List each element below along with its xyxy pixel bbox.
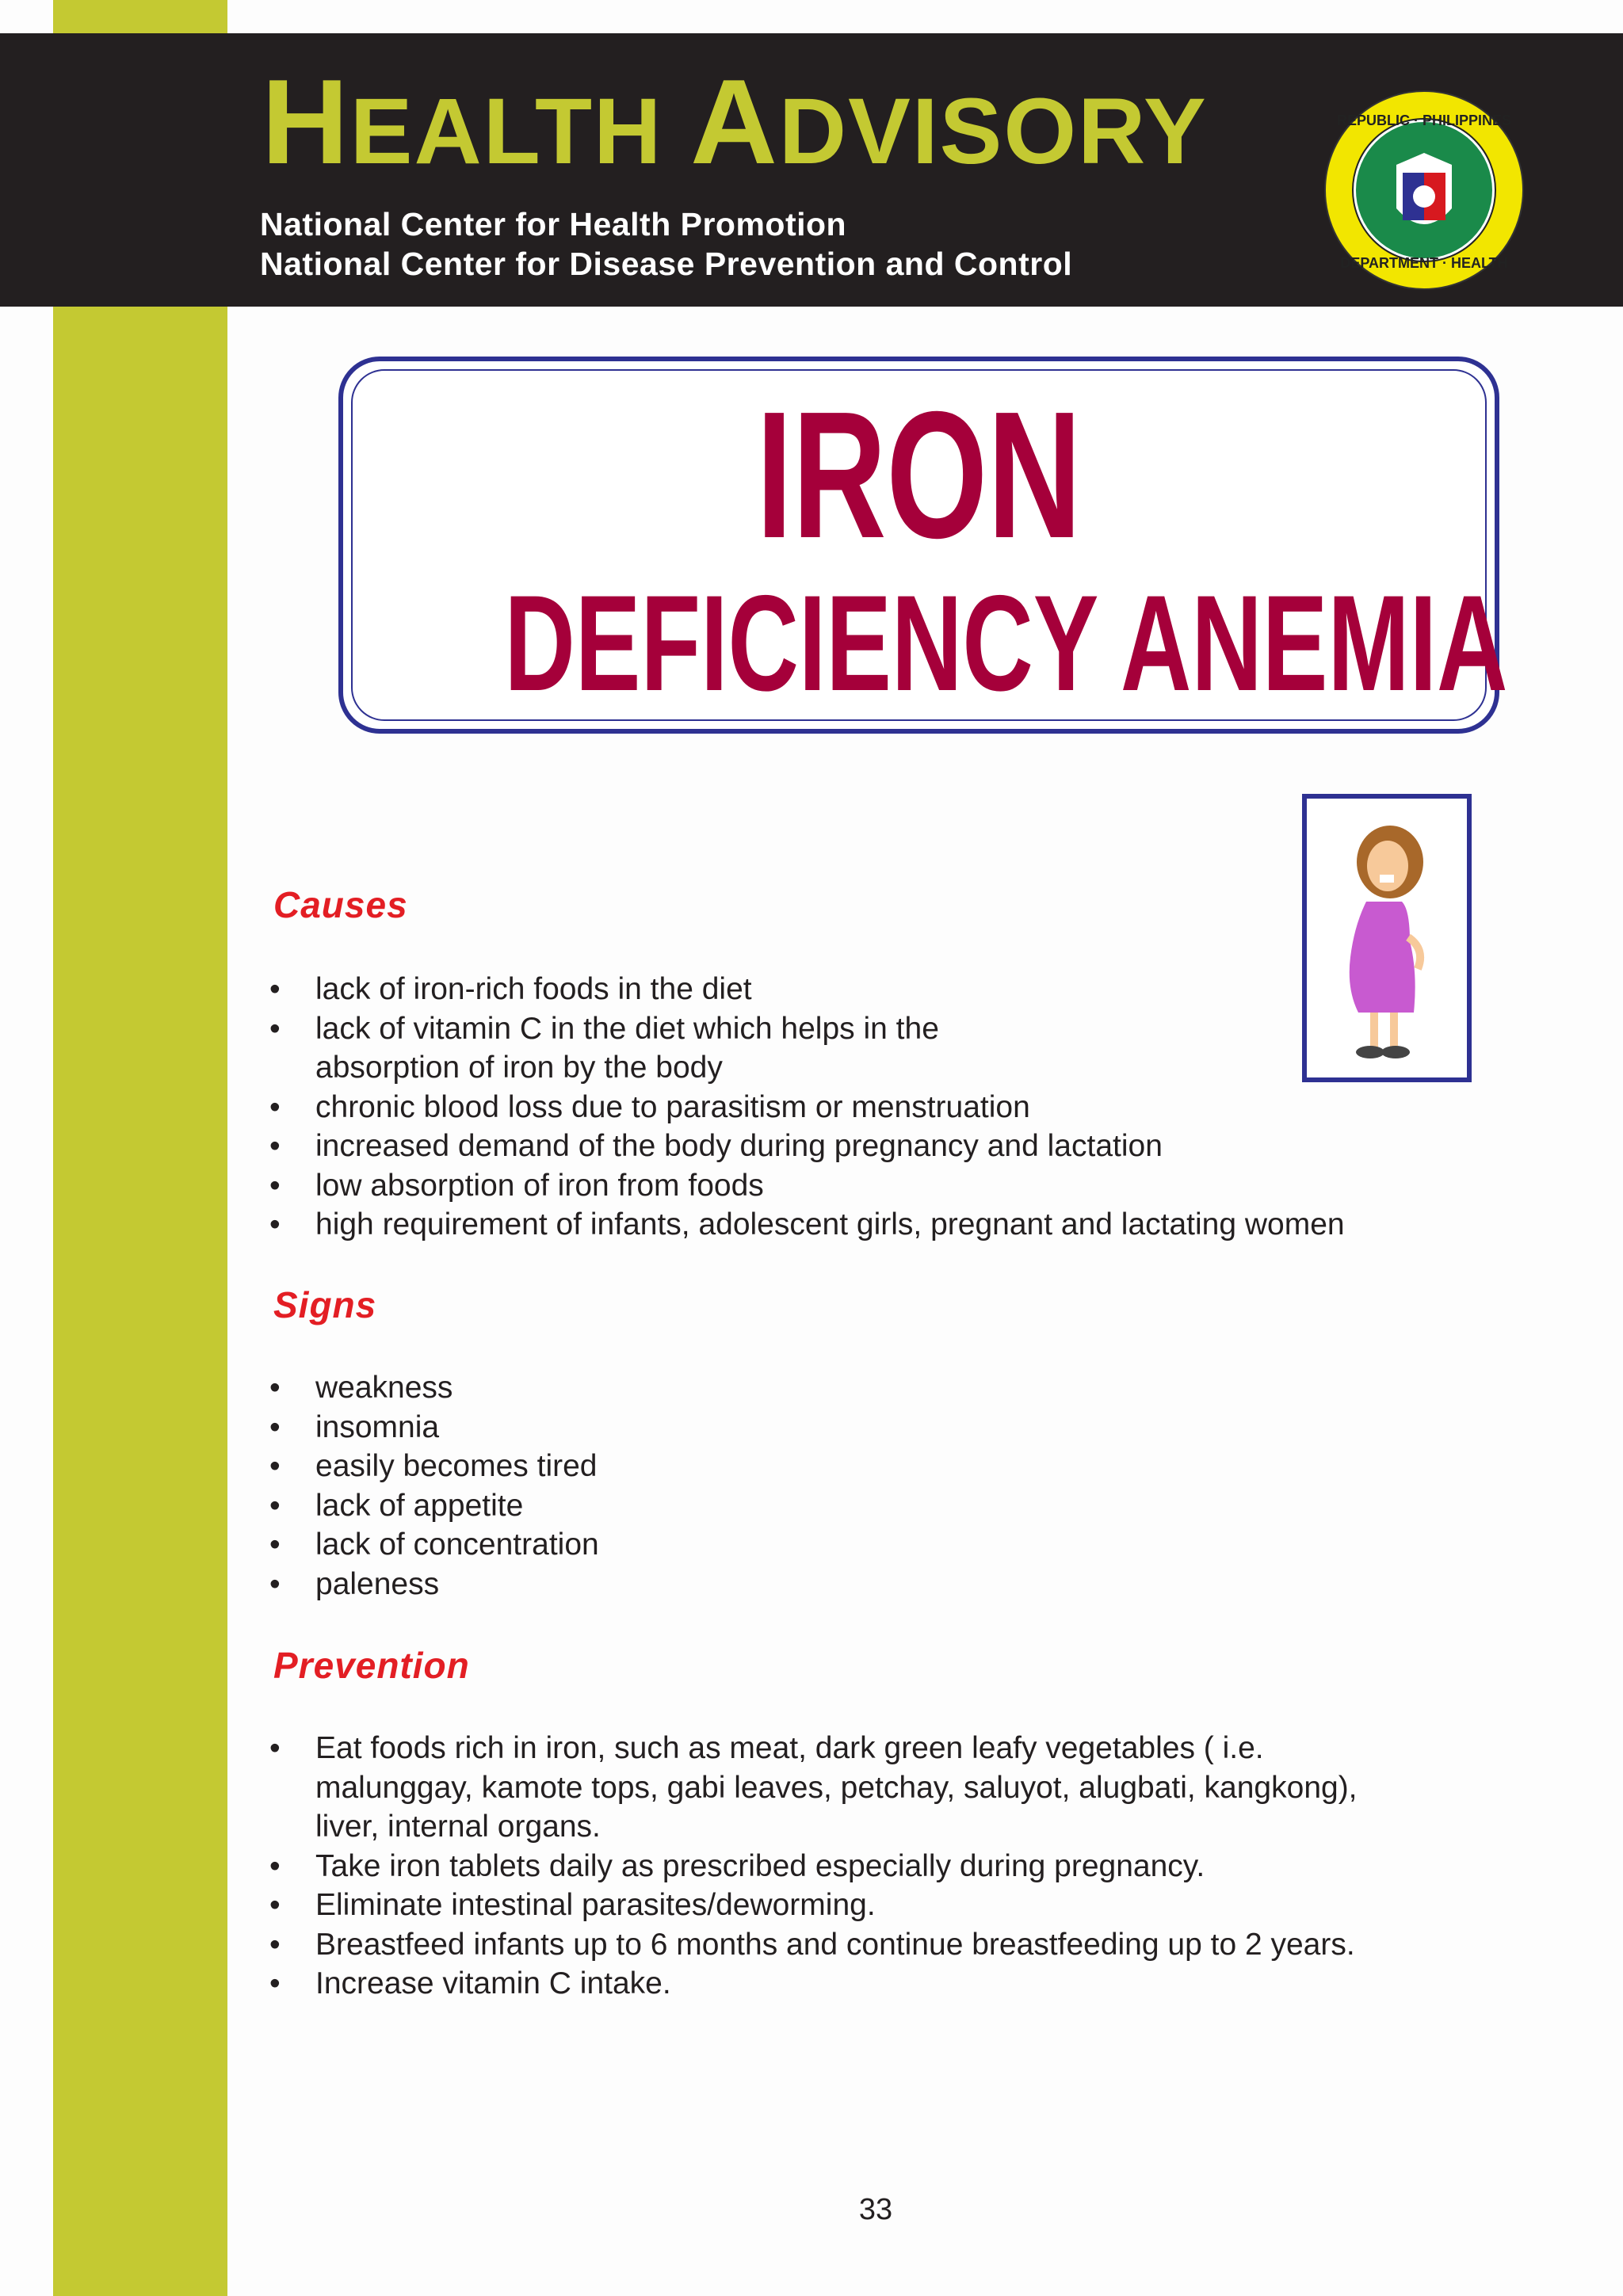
bullet: • (269, 1207, 281, 1241)
list-item (269, 1525, 1506, 1565)
bullet: • (269, 1927, 281, 1962)
bullet: • (269, 1449, 281, 1483)
prevention-list (269, 1729, 1482, 2004)
svg-text:DEPARTMENT · HEALTH: DEPARTMENT · HEALTH (1340, 255, 1508, 271)
title-deficiency-anemia: DEFICIENCY ANEMIA (504, 567, 1508, 719)
list-item (269, 1127, 1506, 1166)
list-item (269, 1166, 1506, 1206)
bullet: • (269, 1488, 281, 1523)
bullet: • (269, 972, 281, 1006)
bullet: • (269, 1129, 281, 1163)
list-item (269, 1447, 1506, 1486)
bullet: • (269, 1966, 281, 2000)
list-item (269, 1729, 1482, 1847)
bullet: • (269, 1371, 281, 1405)
list-item-text: Increase vitamin C intake. (315, 1966, 671, 2000)
title-initial-a: A (690, 55, 779, 189)
bullet: • (269, 1089, 281, 1124)
list-item-text: Eliminate intestinal parasites/deworming. (315, 1888, 876, 1922)
signs-list (269, 1368, 1506, 1604)
list-item (269, 1205, 1506, 1245)
list-item-text: weakness (315, 1371, 453, 1405)
title-health-rest: EALTH (349, 79, 663, 184)
list-item-text: lack of concentration (315, 1527, 599, 1562)
list-item-text: chronic blood loss due to parasitism or menstruation (315, 1089, 1030, 1124)
list-item (269, 1565, 1506, 1604)
page-number: 33 (858, 2193, 893, 2226)
list-item (269, 1964, 1482, 2004)
signs-heading: Signs (273, 1284, 377, 1325)
list-item (269, 1009, 1506, 1088)
subtitle-health-promotion: National Center for Health Promotion (260, 206, 847, 242)
bullet: • (269, 1409, 281, 1444)
bullet: • (269, 1848, 281, 1883)
doh-seal-logo (1323, 90, 1525, 291)
green-side-stripe (53, 0, 227, 2296)
list-item (269, 1088, 1506, 1127)
list-item (269, 970, 1506, 1009)
list-item-text: lack of appetite (315, 1488, 524, 1523)
list-item-text: insomnia (315, 1409, 440, 1444)
list-item-text: increased demand of the body during pregnancy and lactation (315, 1129, 1163, 1163)
list-item-text: Take iron tablets daily as prescribed especially during pregnancy. (315, 1848, 1205, 1883)
bullet: • (269, 1888, 281, 1922)
list-item (269, 1925, 1482, 1965)
bullet: • (269, 1168, 281, 1203)
list-item (269, 1486, 1506, 1526)
list-item-text: high requirement of infants, adolescent girls, pregnant and lactating women (315, 1207, 1345, 1241)
list-item (269, 1368, 1506, 1408)
list-item-text: Eat foods rich in iron, such as meat, dark green leafy vegetables ( i.e. malunggay, kamote tops, gabi leaves, petchay, saluyot, alugbati, kangkong), liver, internal organs. (315, 1731, 1358, 1844)
bullet: • (269, 1527, 281, 1562)
list-item-text: lack of vitamin C in the diet which helps in the absorption of iron by the body (315, 1011, 939, 1085)
title-advisory-rest: DVISORY (778, 79, 1208, 184)
list-item-text: lack of iron-rich foods in the diet (315, 972, 752, 1006)
bullet: • (269, 1731, 281, 1765)
causes-list (269, 970, 1506, 1245)
list-item (269, 1886, 1482, 1925)
list-item-text: paleness (315, 1566, 440, 1601)
subtitle-disease-prevention: National Center for Disease Prevention and Control (260, 246, 1073, 282)
bullet: • (269, 1566, 281, 1601)
list-item-text: low absorption of iron from foods (315, 1168, 764, 1203)
list-item (269, 1847, 1482, 1886)
title-iron: IRON (756, 375, 1082, 576)
list-item-text: easily becomes tired (315, 1449, 598, 1483)
title-box (338, 357, 1508, 734)
list-item (269, 1408, 1506, 1447)
prevention-heading: Prevention (273, 1645, 470, 1686)
list-item-text: Breastfeed infants up to 6 months and continue breastfeeding up to 2 years. (315, 1927, 1355, 1962)
bullet: • (269, 1011, 281, 1046)
health-advisory-title (262, 55, 1208, 189)
title-initial-h: H (262, 55, 350, 189)
causes-heading: Causes (273, 884, 408, 925)
svg-text:REPUBLIC · PHILIPPINES: REPUBLIC · PHILIPPINES (1336, 113, 1512, 128)
